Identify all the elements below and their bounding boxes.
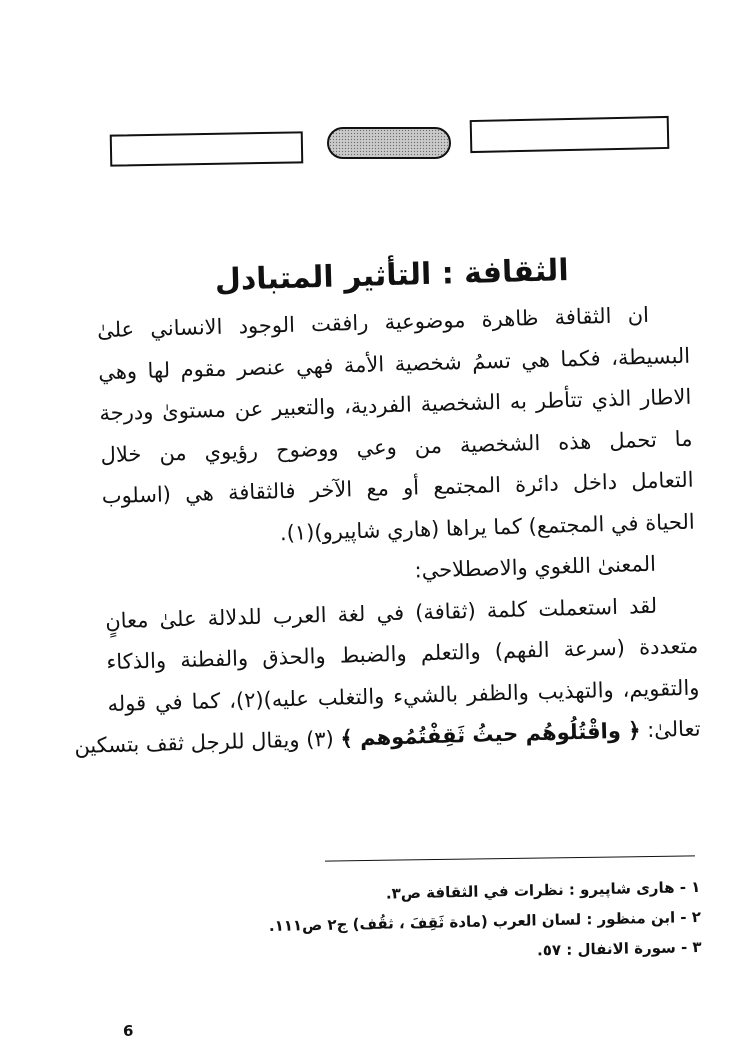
footnotes — [270, 872, 702, 971]
text-fragment: (٣) ويقال للرجل ثقف بتسكين — [74, 726, 335, 759]
header-box-right — [470, 116, 670, 153]
footnote-3: ٣ - سورة الانفال : ٥٧. — [536, 937, 702, 960]
header-box-center-shaded — [327, 127, 451, 159]
footnote-separator — [325, 855, 695, 861]
section-subheading: المعنىٰ اللغوي والاصطلاحي: — [414, 551, 657, 583]
paragraph-2 — [74, 584, 701, 766]
text-line: ما تحمل هذه الشخصية من وعي ووضوح رؤيوي من خلال — [100, 426, 693, 467]
paragraph-1 — [97, 294, 696, 559]
page-title: الثقافة : التأثير المتبادل — [214, 253, 570, 298]
text-line: متعددة (سرعة الفهم) والتعلم والضبط والحذق والفطنة والذكاء — [106, 633, 699, 675]
quran-verse: ﴿ واقْتُلُوهُم حيثُ ثَقِفْتُمُوهم ﴾ — [340, 718, 641, 751]
text-line: والتقويم، والتهذيب والظفر بالشيء والتغلب عليه)(٢)، كما في قوله — [107, 675, 700, 716]
text-line: لقد استعملت كلمة (ثقافة) في لغة العرب للدلالة علىٰ معانٍ — [104, 593, 658, 633]
text-line: ان الثقافة ظاهرة موضوعية رافقت الوجود الانساني علىٰ — [96, 302, 650, 343]
footnote-2: ٢ - ابن منظور : لسان العرب (مادة ثَقِفَ ، ثقُف) ج٢ ص١١١. — [268, 907, 702, 936]
page-content — [74, 242, 701, 767]
header-box-left — [110, 131, 304, 166]
text-line: البسيطة، فكما هي تسمُ شخصية الأمة فهي عنصر مقوم لها وهي — [97, 343, 691, 384]
text-line: التعامل داخل دائرة المجتمع أو مع الآخر فالثقافة هي (اسلوب — [101, 467, 694, 509]
page-number: 6 — [123, 1022, 135, 1040]
text-line: الاطار الذي تتأطر به الشخصية الفردية، والتعبير عن مستوىٰ ودرجة — [99, 384, 692, 426]
text-fragment: تعالىٰ: — [646, 716, 701, 743]
footnote-1: ١ - هارى شاپيرو : نظرات في الثقافة ص٣. — [385, 877, 701, 903]
text-line: الحياة في المجتمع) كما يراها (هاري شاپيرو)(١). — [279, 509, 696, 545]
